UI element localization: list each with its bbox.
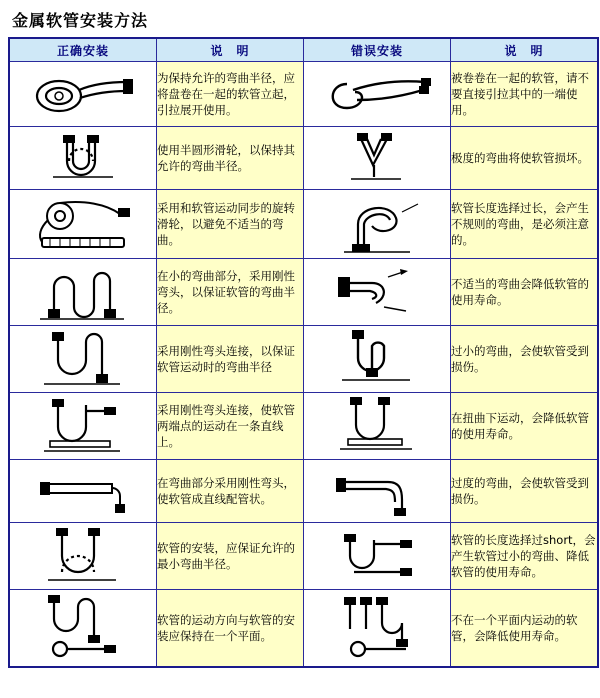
- wrong-figure-cell: [304, 190, 451, 259]
- correct-figure-cell: [9, 460, 157, 523]
- table-row: [9, 127, 598, 190]
- wrong-figure-cell: [304, 259, 451, 326]
- hose-motion-out-of-plane-icon: [314, 593, 440, 663]
- correct-description: 采用刚性弯头连接，使软管两端点的运动在一条直线上。: [157, 393, 304, 460]
- table-row: [9, 62, 598, 127]
- wrong-figure-cell: [304, 62, 451, 127]
- correct-figure-cell: [9, 590, 157, 668]
- improper-tight-bend-at-fitting-icon: [314, 263, 440, 321]
- correct-description: 在小的弯曲部分，采用刚性弯头，以保证软管的弯曲半径。: [157, 259, 304, 326]
- rigid-elbow-straight-line-motion-icon: [20, 397, 146, 455]
- long-hose-irregular-loop-icon: [314, 194, 440, 254]
- correct-description: 采用和软管运动同步的旋转滑轮，以避免不适当的弯曲。: [157, 190, 304, 259]
- header-correct-desc: 说 明: [157, 38, 304, 62]
- wrong-figure-cell: [304, 127, 451, 190]
- wrong-description: 不适当的弯曲会降低软管的使用寿命。: [451, 259, 599, 326]
- table-row: [9, 590, 598, 668]
- hose-installation-table: [8, 37, 599, 668]
- wrong-description: 不在一个平面内运动的软管，会降低使用寿命。: [451, 590, 599, 668]
- header-wrong-install: 错误安装: [304, 38, 451, 62]
- correct-description: 为保持允许的弯曲半径，应将盘卷在一起的软管立起，引拉展开使用。: [157, 62, 304, 127]
- wrong-figure-cell: [304, 523, 451, 590]
- correct-figure-cell: [9, 393, 157, 460]
- u-bend-with-half-round-pulley-icon: [23, 131, 143, 185]
- wrong-figure-cell: [304, 590, 451, 668]
- correct-figure-cell: [9, 190, 157, 259]
- wrong-figure-cell: [304, 326, 451, 393]
- correct-figure-cell: [9, 523, 157, 590]
- correct-description: 使用半圆形滑轮，以保持其允许的弯曲半径。: [157, 127, 304, 190]
- header-wrong-desc: 说 明: [451, 38, 599, 62]
- correct-description: 软管的运动方向与软管的安装应保持在一个平面。: [157, 590, 304, 668]
- wrong-description: 被卷卷在一起的软管，请不要直接引拉其中的一端使用。: [451, 62, 599, 127]
- header-row: [9, 38, 598, 62]
- table-header: [9, 38, 598, 62]
- over-bent-hose-at-joint-icon: [314, 464, 440, 518]
- wrong-description: 极度的弯曲将使软管损坏。: [451, 127, 599, 190]
- table-body: [9, 62, 598, 668]
- twisted-u-hose-motion-icon: [314, 397, 440, 455]
- table-row: [9, 259, 598, 326]
- u-hose-minimum-bend-radius-icon: [20, 526, 146, 586]
- correct-description: 软管的安装，应保证允许的最小弯曲半径。: [157, 523, 304, 590]
- coiled-hose-pulled-sideways-icon: [317, 66, 437, 122]
- wrong-description: 过度的弯曲，会使软管受到损伤。: [451, 460, 599, 523]
- hose-with-rotating-pulley-chain-icon: [20, 194, 146, 254]
- correct-figure-cell: [9, 127, 157, 190]
- rigid-elbow-small-bend-icon: [20, 263, 146, 321]
- table-row: [9, 326, 598, 393]
- correct-description: 采用刚性弯头连接，以保证软管运动时的弯曲半径: [157, 326, 304, 393]
- rigid-elbow-u-loop-icon: [20, 330, 146, 388]
- long-hose-small-bend-icon: [314, 526, 440, 586]
- sharp-v-bend-over-edge-icon: [317, 131, 437, 185]
- table-row: [9, 523, 598, 590]
- table-row: [9, 393, 598, 460]
- too-small-bend-radius-loop-icon: [314, 330, 440, 388]
- wrong-description: 软管的长度选择过short，会产生软管过小的弯曲、降低软管的使用寿命。: [451, 523, 599, 590]
- correct-description: 在弯曲部分采用刚性弯头，使软管成直线配管状。: [157, 460, 304, 523]
- table-row: [9, 190, 598, 259]
- hose-motion-same-plane-icon: [20, 593, 146, 663]
- wrong-figure-cell: [304, 393, 451, 460]
- page-title: 金属软管安装方法: [12, 11, 149, 30]
- wrong-description: 过小的弯曲，会使软管受到损伤。: [451, 326, 599, 393]
- correct-figure-cell: [9, 62, 157, 127]
- wrong-description: 在扭曲下运动，会降低软管的使用寿命。: [451, 393, 599, 460]
- correct-figure-cell: [9, 326, 157, 393]
- coiled-hose-flat-coil-icon: [23, 66, 143, 122]
- wrong-figure-cell: [304, 460, 451, 523]
- straight-pipe-with-elbow-icon: [20, 464, 146, 518]
- wrong-description: 软管长度选择过长，会产生不规则的弯曲，是必须注意的。: [451, 190, 599, 259]
- header-correct-install: 正确安装: [9, 38, 157, 62]
- correct-figure-cell: [9, 259, 157, 326]
- table-row: [9, 460, 598, 523]
